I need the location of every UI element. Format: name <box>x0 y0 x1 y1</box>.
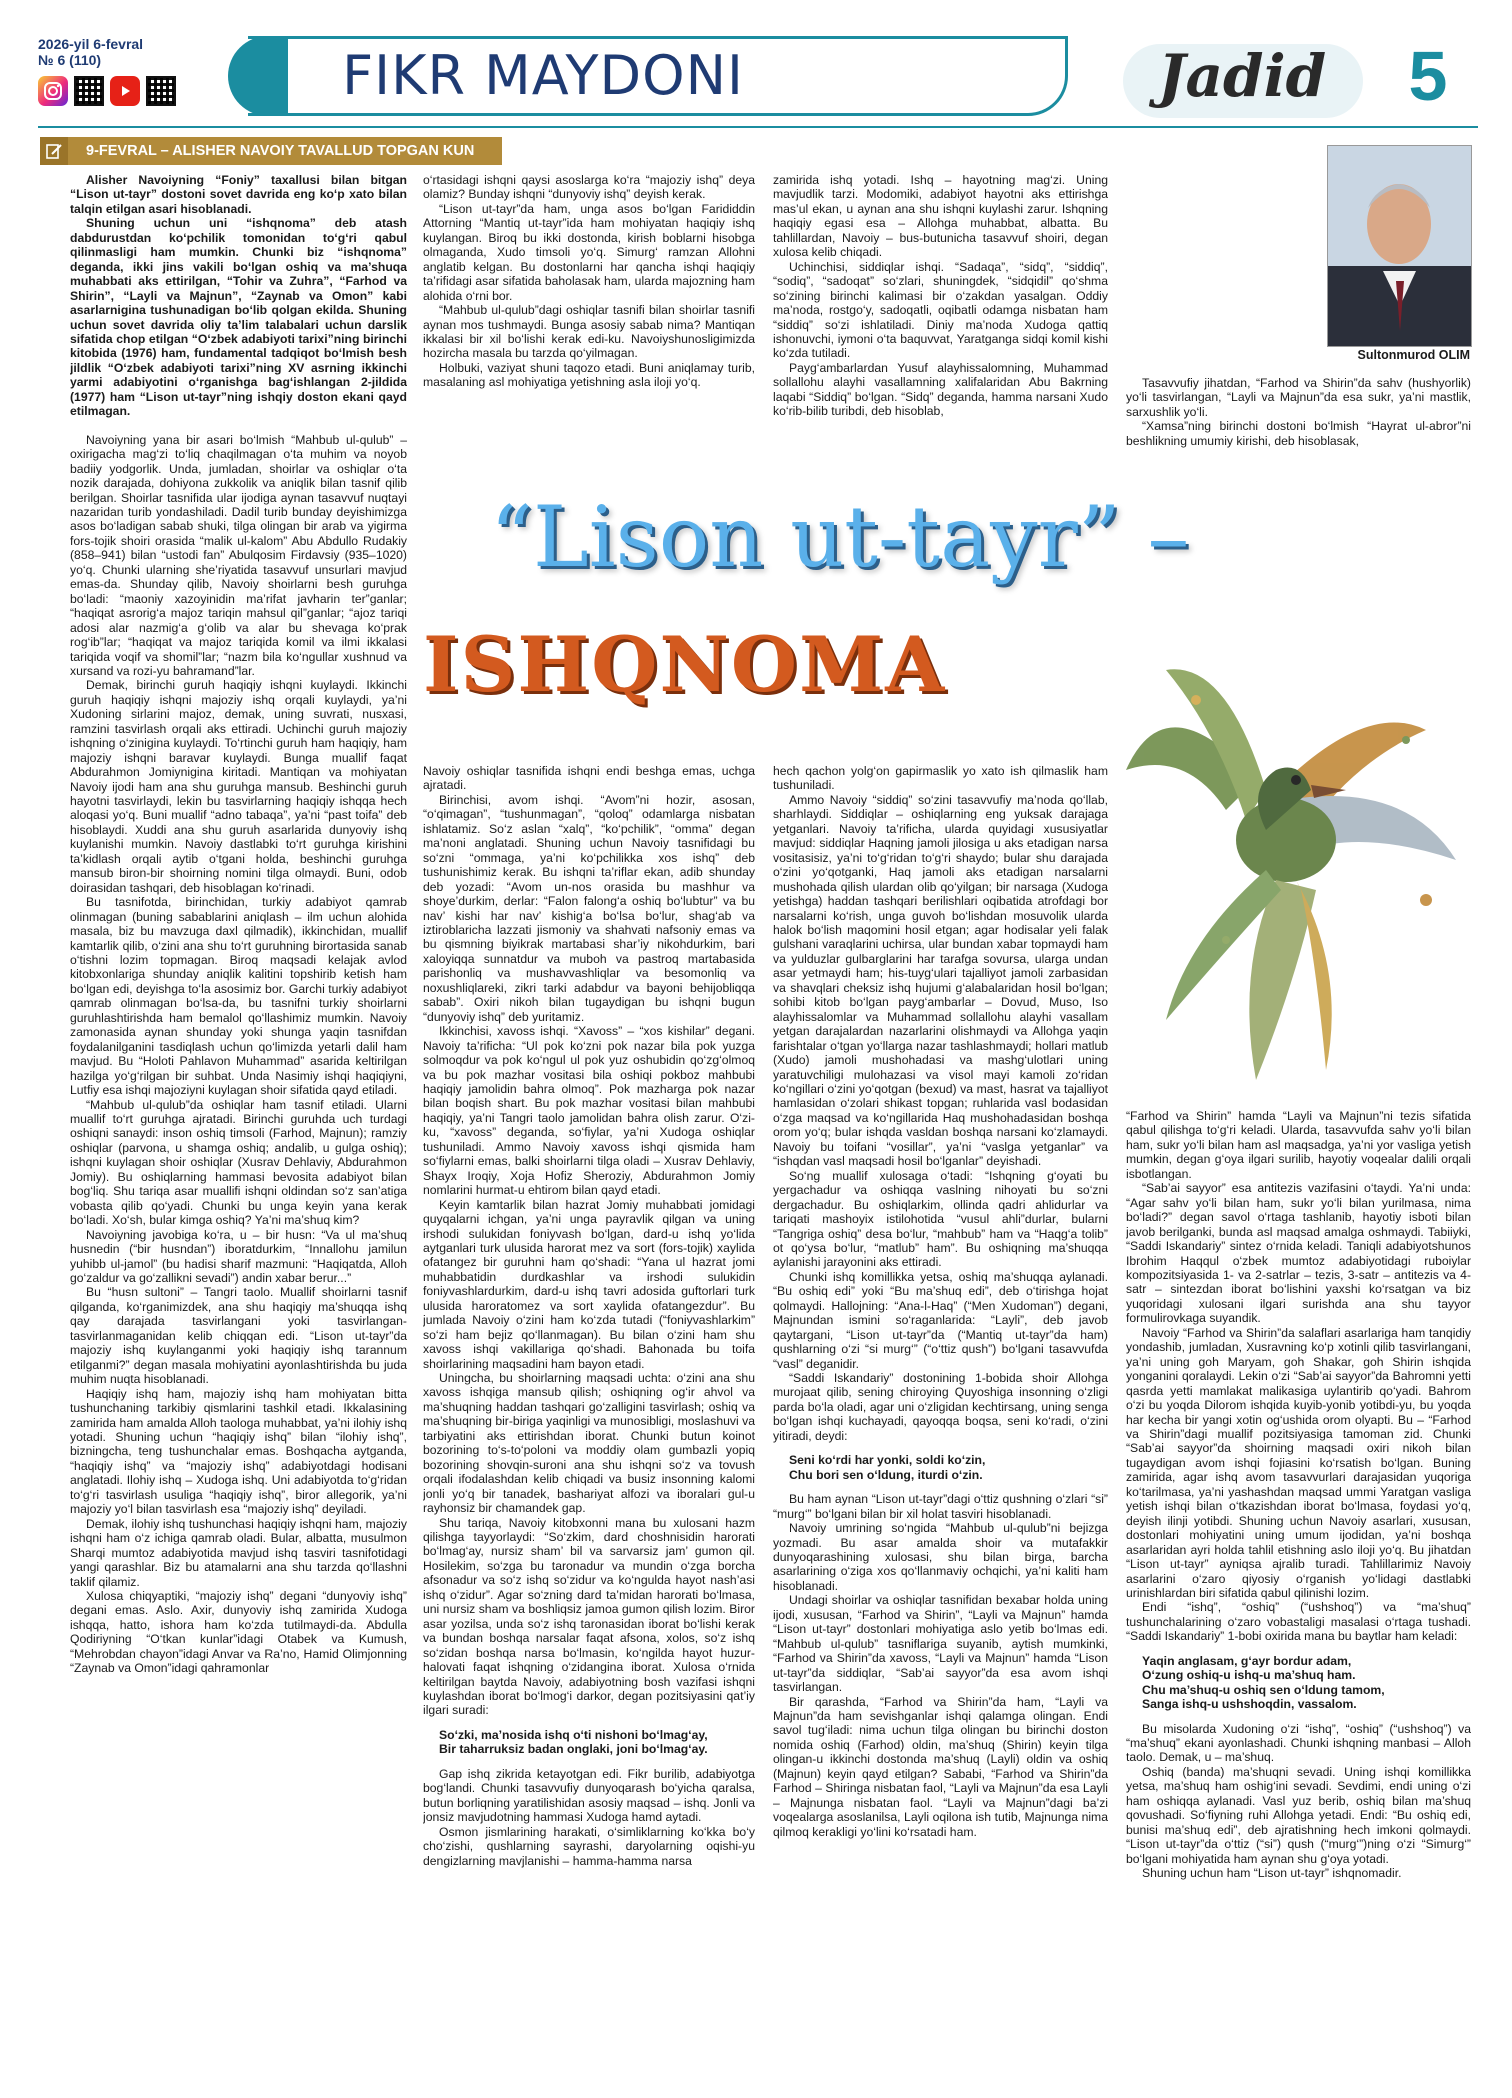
paragraph: Navoiy umrining so‘ngida “Mahbub ul-qulub”ni bejizga yozmadi. Bu asar amalda shoir va mutafakkir dunyoqarashining xulosasi, shu bilan birga, barcha asarlarining o‘ziga xos qo‘llanmaviy ochqichi, ya’ni kaliti ham hisoblanadi. <box>773 1521 1108 1593</box>
poem-stanza <box>1126 1654 1471 1712</box>
rubric-text: 9-FEVRAL – ALISHER NAVOIY TAVALLUD TOPGAN KUN <box>86 143 475 159</box>
section-title: FIKR MAYDONI <box>342 44 744 107</box>
youtube-icon[interactable] <box>110 76 140 106</box>
instagram-icon[interactable] <box>38 76 68 106</box>
paragraph: Shu tariqa, Navoiy kitobxonni mana bu xulosani hazm qilishga tayyorlaydi: “So‘zkim, dard choshnisidin harorati bo‘lmag‘ay, nursiz sham’ bil va sarvarsiz jam’ gumon qil. Hosilekim, so‘zga bu taronadur va mundin o‘zga borcha afsonadur va so‘z ishq so‘zidur va ko‘ngulda hayot nash’asi ishq o‘zidur”. Agar so‘zning dard ta’midan harorati bo‘lmasa, uni nursiz sham va boshliqsiz jamoa gumon qilish lozim. Biror asar yozilsa, unda so‘z ishq taronasidan iborat bo‘lishi kerak va bundan boshqa narsalar faqat afsona, xolos, so‘z ishq so‘zidan boshqa narsa bo‘lmasin, ko‘ngilda hayot huzur-halovati faqat ishqning o‘zidangina iborat. Xulosa o‘rnida keltirilgan baytda Navoiy, adabiyotning bosh vazifasi ishqni kuylashdan iborat bo‘lmog‘i darkor, degan pozitsiyasini qat’iy ilgari suradi: <box>423 1515 755 1718</box>
paragraph: Demak, ilohiy ishq tushunchasi haqiqiy ishqni ham, majoziy ishqni ham o‘z ichiga qamrab oladi. Bular, albatta, musulmon Sharqi mumtoz adabiyotida mavjud ishq tasviri tasnifotidagi yangi qarashlar. Biz bu atamalarni ana shu tarzda qo‘llashni taklif qilamiz. <box>70 1516 407 1589</box>
paragraph: Payg‘ambarlardan Yusuf alayhissalomning, Muhammad sollallohu alayhi vasallamning xalifalaridan Abu Bakrning laqabi “Siddiq” bo‘lgan. “Sidq” deganda, hamma narsani Xudo ko‘rib-bilib turibdi, deb hisoblab, <box>773 360 1108 419</box>
issue-info <box>38 36 248 68</box>
simurg-illustration <box>1106 640 1480 1090</box>
paragraph: Navoiyning javobiga ko‘ra, u – bir husn: “Va ul ma’shuq husnedin (“bir husndan”) iboratdurkim, “Innallohu jamilun yuhibb ul-jamol” (bu hadisi sharif mazmuni: “Haqiqatda, Alloh go‘zaldur va go‘zallikni sevadi”) andin xabar berur...” <box>70 1227 407 1285</box>
paragraph: Keyin kamtarlik bilan hazrat Jomiy muhabbati jomidagi quyqalarni ichgan, ya’ni unga payravlik qilgan va uning irshodi sulukidan foniyvash bo‘lgan, dard-u ishq yo‘lida aytganlari turk ulusida harorat mez va sort (fors-tojik) xaylida ofatangez bir guruhni ham qo‘shadi: “Yana ul hazrat jomi muhabbatidin durdkashlar va irshodi sulukidin foniyvashlardurkim, dard-u ishq tavri adosida guftorlari turk ulusida haroratomez va sort xaylida ofatangezdur”. Bu jumlada Navoiy o‘zini ham ko‘zda tutadi (“foniyvashlarkim” so‘zi ham bejiz qo‘llanmagan). Bu bilan o‘zini ham shu xavoss ishqi vakillariga qo‘shadi. Bahonada bu toifa shoirlarining maqsadini ham bayon etadi. <box>423 1197 755 1371</box>
social-links <box>38 76 176 106</box>
paragraph: Bu “husn sultoni” – Tangri taolo. Muallif shoirlarni tasnif qilganda, ko‘rganimizdek, ana shu haqiqiy ma’shuqqa ishq qay darajada tasvirlangani yoki tasvirlangan-tasvirlanmaganidan kelib chiqqan edi. “Lison ut-tayr”da majoziy ishq kuylanganmi yoki haqiqiy ishq tarannum etilganmi?” degan masala mohiyatini ayonlashtirishda bu juda muhim nuqta hisoblanadi. <box>70 1285 407 1387</box>
issue-number: № 6 (110) <box>38 52 102 68</box>
paragraph: “Mahbub ul-qulub”da oshiqlar ham tasnif etiladi. Ularni muallif to‘rt guruhga ajratadi. Birinchi guruhda uch turdagi oshiqni sanaydi: inson oshiq timsoli (Farhod, Majnun); ramziy oshiqlar (parvona, u shamga oshiq; andalib, u gulga oshiq); ishqni kuylagan shoir oshiqlar (Xusrav Dehlaviy, Abdurahmon Jomiy). Bu oshiqlarning hammasi bevosita adabiyot bilan bog‘liq. Shu tariqa asar muallifi ishqni oldindan so‘z san’atiga vobasta qilib qo‘yadi. Chunki bu unga keyin yana kerak bo‘ladi. Xo‘sh, bular kimga oshiq? Ya’ni ma’shuq kim? <box>70 1097 407 1228</box>
paragraph: Birinchisi, avom ishqi. “Avom”ni hozir, asosan, “o‘qimagan”, “tushunmagan”, “qoloq” odamlarga nisbatan ishlatamiz. So‘z aslan “xalq”, “ko‘pchilik”, “omma” degan ma’noni anglatadi. Shuning uchun Navoiy tasnifidagi bu so‘zni “ommaga, ya’ni ko‘pchilikka xos ishq” deb tushunishimiz kerak. Bu ishqni ta’riflar ekan, adib shunday deb yozadi: “Avom un-nos orasida bu mashhur va shoye’durkim, derlar: “Falon falong‘a oshiq bo‘lubtur” va bu nav’ kishi har nav’ kishig‘a bo‘lsa bo‘lur, shag‘ab va iztiroblaricha lazzati jismoniy va shahvati nafsoniy emas va bu qismning biyikrak martabasi shar’iy nikohdurkim, bari xaloyiqqa sunnatdur va muboh va pastroq martabasida parishonliq va mushavvashliqlar va besomonliq va noxushliqlarekі, zikri tarki adabdur va bayoni behijobliqqa sabab”. Oxiri nikoh bilan tugaydigan bu ishqni bugun “dunyoviy ishq” deb yuritamiz. <box>423 792 755 1024</box>
paragraph: Bu ham aynan “Lison ut-tayr”dagi o‘ttiz qushning o‘zlari “si” “murg‘” bo‘lgani bilan bir xil holat tasviri hisoblanadi. <box>773 1492 1108 1521</box>
paragraph: Tasavvufiy jihatdan, “Farhod va Shirin”da sahv (hushyorlik) yo‘li tasvirlangan, “Layli va Majnun”da esa sukr, ya’ni mastlik, sarxushlik yo‘li. <box>1126 376 1471 419</box>
paragraph: Bu tasnifotda, birinchidan, turkiy adabiyot qamrab olinmagan (buning sabablarini aniqlash – ilm uchun alohida masala, biz bu mavzuga daxl qilmadik), ikkinchidan, muallif kamtarlik qilib, o‘zini ana shu to‘rt guruhning birortasida sanab o‘tishni lozim topmagan. Biroq maqsadi kelajak avlod kitobxonlariga shunday aniqlik kalitini topshirib ketish ham bo‘lgan edi, deyishga to‘la asosimiz bor. Garchi turkiy adabiyot qamrab olinmagan bo‘lsa-da, bu tasnifni turkiy shoirlarni guruhlashtirishda ham bemalol qo‘llashimiz mumkin. Navoiy zamonasida aynan shunday yoki shunga yaqin tasnifdan foydalanilganini tasdiqlash uchun qo‘limizda yetarli dalil ham mavjud. Bu “Holoti Pahlavon Muhammad” asarida keltirilgan hazilga yo‘g‘rilgan bir suhbat. Unda Nasimiy ishqi haqiqiyni, Lutfiy esa ishqi majoziyni kuylagan shoir sifatida qayd etiladi. <box>70 895 407 1098</box>
article-lead: Alisher Navoiyning “Foniy” taxallusi bilan bitgan “Lison ut-tayr” dostoni sovet davrida eng ko‘p xato bilan talqin etilgan asari hisoblanadi. <box>70 173 407 216</box>
article-column-4-top <box>1126 376 1471 466</box>
paragraph: “Xamsa”ning birinchi dostoni bo‘lmish “Hayrat ul-abror”ni beshlikning umumiy kirishi, deb hisoblasak, <box>1126 419 1471 448</box>
paragraph: Chunki ishq komillikka yetsa, oshiq ma’shuqqa aylanadi. “Bu oshiq edi” yoki “Bu ma’shuq edi”, deb o‘tirishga hojat qolmaydi. Hallojning: “Ana-l-Haq” (“Men Xudoman”) degani, Majnundan ismini so‘raganlarida: “Layli”, deb javob qaytargani, “Lison ut-tayr”da (“Mantiq ut-tayr”da ham) qushlarning o‘zi “si murg‘” (“o‘ttiz qush”) bo‘lgani tasavvufda “vasl” deganidir. <box>773 1269 1108 1371</box>
poem-line: Chu ma’shuq-u oshiq sen o‘ldung tamom, <box>1142 1682 1385 1697</box>
poem-line: So‘zki, ma’nosida ishq o‘ti nishoni bo‘lmag‘ay, <box>439 1727 708 1742</box>
article-lead: Shuning uchun uni “ishqnoma” deb atash dabdurustdan ko‘pchilik tomonidan to‘g‘ri qabul qilinmasligi ham mumkin. Chunki biz “ishqnoma” deganda, ikki jins vakili bo‘lgan oshiq va ma’shuqa muhabbati aks ettirilgan, “Tohir va Zuhra”, “Farhod va Shirin”, “Layli va Majnun”, “Zaynab va Omon” kabi asarlarnigina tushunadigan bo‘lib qolgan ekilda. Shuning uchun sovet davrida oliy ta’lim talabalari uchun darslik sifatida chop etilgan “O‘zbek adabiyoti tarixi”ning birinchi kitobida (1976) ham, fundamental tadqiqot bo‘lmish besh jildlik “O‘zbek adabiyoti tarixi”ning XV asrning ikkinchi yarmi adabiyotini o‘rganishga bag‘ishlangan 2-jildida (1977) ham “Lison ut-tayr”ning ishqiy doston ekani qayd etilmagan. <box>70 216 407 419</box>
paragraph: “Saddi Iskandariy” dostonining 1-bobida shoir Allohga murojaat qilib, sening chiroying Quyoshiga insonning o‘zligi parda bo‘la oladi, agar uni o‘zligidan kechtirsang, uning senga bo‘lgan ishqi kuchayadi, qayoqqa boqsa, seni ko‘radi, o‘zini yitiradi, deydi: <box>773 1371 1108 1443</box>
article-column-3-top <box>773 173 1108 471</box>
paragraph: Undagi shoirlar va oshiqlar tasnifidan bexabar holda uning ijodi, xususan, “Farhod va Shirin”, “Layli va Majnun” hamda “Lison ut-tayr” dostonlari mohiyatiga aslo yetib bo‘lmas edi. “Mahbub ul-qulub” tasniflariga suyanib, aytish mumkinki, “Farhod va Shirin”da xavoss, “Layli va Majnun” hamda “Lison ut-tayr”da siddiqlar, “Sab’ai sayyor”da esa avom ishqi tasvirlangan. <box>773 1593 1108 1695</box>
author-name: Sultonmurod OLIM <box>1357 348 1470 362</box>
paragraph: Haqiqiy ishq ham, majoziy ishq ham mohiyatan bitta tushunchaning tarkibiy qismlarini tashkil etadi. Ikkalasining zamirida ham amalda Alloh taologa muhabbat, ya’ni ilohiy ishq yotadi. Shuning uchun “haqiqiy ishq” bilan “ilohiy ishq”, bizningcha, teng tushunchalar emas. Boshqacha aytganda, “haqiqiy ishq” va “majoziy ishq” adabiyotdagi hodisani anglatadi. Ilohiy ishq – Xudoga ishq. Uni adabiyotda to‘g‘ridan to‘g‘ri tasvirlash usuliga “haqiqiy ishq”, biror allegorik, ya’ni majoziy yo‘l bilan tasvirlash esa “majoziy ishq” deyiladi. <box>70 1386 407 1517</box>
paragraph: “Farhod va Shirin” hamda “Layli va Majnun”ni tezis sifatida qabul qilishga to‘g‘ri keladi. Ularda, tasavvufda sahv yo‘li bilan ham, sukr yo‘li bilan ham asl maqsadga, ya’ni yor vasliga yetish mumkin, degan g‘oya ilgari surilib, hayotiy voqealar dalili orqali isbotlangan. <box>1126 1109 1471 1181</box>
paragraph: Bu misolarda Xudoning o‘zi “ishq”, “oshiq” (“ushshoq”) va “ma’shuq” ekani ayonlashadi. Chunki ishqning manbasi – Alloh taolo. Demak, u – ma’shuq. <box>1126 1721 1471 1765</box>
article-column-4 <box>1126 1109 1471 2074</box>
paragraph: Holbuki, vaziyat shuni taqozo etadi. Buni aniqlamay turib, masalaning asl mohiyatiga yetishning asla iloji yo‘q. <box>423 360 755 390</box>
article-column-3 <box>773 764 1108 2074</box>
paragraph: “Lison ut-tayr”da ham, unga asos bo‘lgan Farididdin Attorning “Mantiq ut-tayr”ida ham mohiyatan haqiqiy ishq kuylangan. Biroq bu ikki dostonda, kirish boblarni hisobga olmaganda, Xudo timsoli yo‘q. Simurg‘ ramzan Allohni anglatib kelgan. Bu dostonlarni har qancha ishqi haqiqiy ta’rifidagi asar sifatida baholasak ham, ularda majozning ham alohida o‘rni bor. <box>423 201 755 303</box>
issue-date: 2026-yil 6-fevral <box>38 36 144 52</box>
paragraph: Uchinchisi, siddiqlar ishqi. “Sadaqa”, “sidq”, “siddiq”, “sodiq”, “sadoqat” so‘zlari, shuningdek, “sidqidil” qo‘shma so‘zining birinchi kalimasi bir o‘zakdan yasalgan. Oddiy ma’noda, rostgo‘y, sadoqatli, oqibatli odamga nisbatan ham “siddiq” so‘zi ishlatiladi. Diniy ma’noda Xudoga qattiq ishonuvchi, iymoni o‘ta baquvvat, Yaratganga sidqi komil kishi ko‘zda tutiladi. <box>773 259 1108 361</box>
article-column-1 <box>70 173 407 2075</box>
paragraph: Shuning uchun ham “Lison ut-tayr” ishqnomadir. <box>1142 1866 1402 1881</box>
poem-line: O‘zung oshiq-u ishq-u ma’shuq ham. <box>1142 1668 1356 1683</box>
poem-line: Chu bori sen o‘ldung, iturdi o‘zin. <box>789 1467 983 1482</box>
brand-logo: Jadid <box>1158 42 1327 110</box>
paragraph: Gap ishq zikrida ketayotgan edi. Fikr burilib, adabiyotga bog‘landi. Chunki tasavvufiy dunyoqarash bo‘yicha qaralsa, butun borliqning yaratilishidan asosiy maqsad – ishq. Jonli va jonsiz mavjudotning hammasi Xudoga hamd aytadi. <box>423 1766 755 1825</box>
paragraph: Xulosa chiqyaptiki, “majoziy ishq” degani “dunyoviy ishq” degani emas. Aslo. Axir, dunyoviy ishq zamirida Xudoga ishqqa, hatto, ishora ham ko‘zda tutilmaydi-da. Abdulla Qodiriyning “O‘tkan kunlar”idagi Otabek va Kumush, “Mehrobdan chayon”idagi Anvar va Ra’no, Hamid Olimjonning “Zaynab va Omon”idagi qahramonlar <box>70 1588 407 1676</box>
paragraph: Navoiy “Farhod va Shirin”da salaflari asarlariga ham tanqidiy yondashib, jumladan, Xusravning ko‘p xotinli qilib tasvirlangani, ya’ni uning goh Maryam, goh Shakar, goh Shirin ishqida yonganini qoralaydi. Lekin o‘zi “Sab’ai sayyor”da Bahromni yetti qasrda yetti mamlakat malikasiga uylantirib qo‘yadi. Bahrom o‘zi bu yoqda Dilorom ishqida kuyib-yonib yotibdi-yu, bu yoqda har kecha bir yangi xotin og‘ushida orom olyapti. Bu – “Farhod va Shirin”dagi muallif pozitsiyasiga tamoman zid. Chunki “Sab’ai sayyor”da shoirning maqsadi oxiri nikoh bilan tugaydigan avom ishqi fojiasini ko‘rsatish bo‘lgan. Buning zamirida, agar ishq avom tasavvurlari darajasidan yuqoriga ko‘tarilmasa, ya’ni yashashdan maqsad ummi Yaratgan vasliga yetish ishqi bilan o‘tkazishdan iborat bo‘lmasa, foydasi yo‘q, deyish ilinji yotibdi. Shuning uchun Navoiy asarlari, xususan, dostonlari mohiyatini uning umum ijodidan, ya’ni boshqa asarlaridan ayri holda tahlil etishning aslo iloji yo‘q. Bu jihatdan “Lison ut-tayr” ayniqsa ajralib turadi. Tahlillarimiz Navoiy asarlarini o‘zaro qiyosiy o‘rganish yo‘lidagi dastlabki urinishlardan biri sifatida qabul qilinishi lozim. <box>1126 1325 1471 1600</box>
article-column-2-top <box>423 173 755 471</box>
paragraph: “Sab’ai sayyor” esa antitezis vazifasini o‘taydi. Ya’ni unda: “Agar sahv yo‘li bilan ham, sukr yo‘li bilan yurilmasa, nima bo‘ladi?” degan savol o‘rtaga tashlanib, hayotiy isboti bilan javob berilganki, bunda asl maqsad amalga oshmaydi. Tabiiyki, “Saddi Iskandariy” sintez o‘rnida keladi. Taniqli adabiyotshunos Ibrohim Haqqul o‘zbek mumtoz adabiyotidagi ruboiylar kompozitsiyasida 1- va 2-satrlar – tezis, 3-satr – antitezis va 4-satr – sintezdan iborat bo‘lishini yaxshi ko‘rsatgan va biz yuqoridagi xulosani ilgari surishda ana shu tayyor formulirovkaga suyandik. <box>1126 1181 1471 1326</box>
paragraph: Bir qarashda, “Farhod va Shirin”da ham, “Layli va Majnun”da ham sevishganlar ishqi qalamga olingan. Endi savol tug‘iladi: nima uchun tilga olingan bu birinchi doston nomida oshiq (Farhod) oldin, ma’shuq (Shirin) keyin tilga olingan-u ikkinchi dostonda ma’shuq (Layli) oldin va oshiq (Majnun) keyin qayd etilgan? Sababi, “Farhod va Shirin”da Farhod – Shiringa nisbatan faol, “Layli va Majnun”da esa Layli – Majnunga nisbatan faol. “Layli va Majnun”dagi ba’zi voqealarga asoslanilsa, Layli oqilona ish tutib, Majnunga nima qilmoq kerakligi yo‘lini ko‘rsatadi ham. <box>773 1694 1108 1839</box>
paragraph: Navoiy oshiqlar tasnifida ishqni endi beshga emas, uchga ajratadi. <box>423 764 755 793</box>
paragraph: So‘ng muallif xulosaga o‘tadi: “Ishqning g‘oyati bu yergachadur va oshiqqa vaslning nihoyati bu so‘zni dergachadur. Bu oshiqlarkim, ollinda qadri ahlidurlar va tariqati mashoyix istilohotida “vusul ahli”durlar, bularni “Tangriga oshiq” desa bo‘lur, “mahbub” ham va “Haqg‘a tolib” ot qo‘ysa bo‘lur, “matlub” ham”. Bu oshiqning ma’shuqqa aylanishi jarayonini aks ettiradi. <box>773 1168 1108 1270</box>
paragraph: hech qachon yolg‘on gapirmaslik yo xato ish qilmaslik ham tushuniladi. <box>773 764 1108 793</box>
poem-line: Yaqin anglasam, g‘ayr bordur adam, <box>1142 1653 1352 1668</box>
paragraph: Uningcha, bu shoirlarning maqsadi uchta: o‘zini ana shu xavoss ishqiga mansub qilish; oshiqning og‘ir ahvol va ma’shuqning haddan tashqari go‘zalligini tasvirlash; oshiq va ma’shuqning bir-biriga yaqinligi va munosibligi, moslashuvi va tarbiyatini aks ettirishdan iborat. Chunki butun koinot bozorining to‘s-to‘poloni va moddiy olam gumbazli yopiq bozorining shovqin-suroni ana shu ishqni so‘z va tovush orqali ifodalashdan kelib chiqadi va busiz insonning kalomi jonli yo‘q bir tanadek, bashariyat alfozi va iboralari gul-u rayhonsiz bir chamandek gap. <box>423 1371 755 1516</box>
paragraph: “Mahbub ul-qulub”dagi oshiqlar tasnifi bilan shoirlar tasnifi aynan mos tushmaydi. Bunga asosiy sabab nima? Mantiqan ikkalasi bir xil bo‘lishi kerak edi-ku. Navoiyshunosligimizda hozircha masala bu tarzda qo‘yilmagan. <box>423 303 755 361</box>
poem-line: Sanga ishq-u ushshoqdin, vassalom. <box>1142 1697 1357 1712</box>
page-number: 5 <box>1408 37 1448 115</box>
masthead <box>38 36 1478 122</box>
paragraph: zamirida ishq yotadi. Ishq – hayotning mag‘zi. Uning mavjudlik tarzi. Modomiki, adabiyot hayotni aks ettirishga mas’ul ekan, u aynan ana shu ishqni kuylashi zarur. Ishqning haqiqiy egasi esa – Allohga muhabbat, albatta. Bu tahlillardan, Navoiy – bus-butunicha tasavvuf shoiri, degan xulosa kelib chiqadi. <box>773 173 1108 260</box>
author-photo <box>1327 145 1472 347</box>
poem-line: Seni ko‘rdi har yonki, soldi ko‘zin, <box>789 1453 986 1468</box>
qr-code-icon[interactable] <box>74 76 104 106</box>
paragraph: o‘rtasidagi ishqni qaysi asoslarga ko‘ra “majoziy ishq” deya olamiz? Bunday ishqni “dunyoviy ishq” deyish kerak. <box>423 173 755 202</box>
headline-subtitle: ISHQNOMA <box>423 620 947 709</box>
paragraph: Osmon jismlarining harakati, o‘simliklarning ko‘kka bo‘y cho‘zishi, qushlarning sayrashi, daryolarning oqishi-yu dengizlarning mavjlanishi – hamma-hamma narsa <box>423 1824 755 1868</box>
paragraph: Ammo Navoiy “siddiq” so‘zini tasavvufiy ma’noda qo‘llab, sharhlaydi. Siddiqlar – oshiqlarning eng yuksak darajaga yetganlari. Navoiy ta’rificha, ularda quyidagi xususiyatlar mavjud: siddiqlar Haqning jamoli jilosiga u aks etadigan narsa vositasisiz, ya’ni to‘g‘ridan to‘g‘ri shaydo; bular shu darajada o‘zini yo‘qotganki, Haq jamoli aks etadigan narsalarni mushohada qilish ulardan olib qo‘yilgan; bir narsaga (Xudoga yetishga) haddan tashqari berilishlari oqibatida atrofdagi bor narsalarni ko‘rish, unga guvoh bo‘lishdan mosuvolik ularda halok bo‘lish maqomini hosil etgan; agar hodisalar yeli falak gulshani varaqlarini uchirsa, ular bundan xabar topmaydi ham va yulduzlar gulbarglarini har tarafga sovursa, ularga undan asar yetmaydi ham; his-tuyg‘ulari tajalliyot jamoli zarbasidan va shavqlari cheksiz ishq hujumi g‘alabalaridan hosil bo‘lgan; sohibi kitob bo‘lgan payg‘ambarlar – Dovud, Muso, Iso alayhissalomlar va Muhammad sollallohu alayhi vasallam yetgan darajalardan nazarlarini olishmaydi va Allohga yaqin farishtalar o‘tgan yo‘llarga nazar tashlashmaydi; hollari matlub (Xudo) jamoli mushohadasi va mashg‘ulotlari uning yaratuvchiligi mulohazasi va visol mayi kamoli zo‘ridan ko‘ngillari o‘zini yo‘qotgan (bexud) va mast, hasrat va tajalliyot hamlasidan o‘zolari shikast topgan; ruhlarida vasl bodasidan o‘zga maqsad va ko‘ngillarida Haq mushohadasidan boshqa orom yo‘q; bular ishqda vasldan boshqa narsani ko‘zlamaydi. Navoiy bu toifani “vosillar”, ya’ni “vaslga yetganlar” va “ishqdan vasl maqsadi hosil bo‘lganlar” deyishadi. <box>773 792 1108 1169</box>
pen-icon <box>40 137 68 165</box>
poem-line: Bir taharruksiz badan onglaki, joni bo‘lmag‘ay. <box>439 1742 708 1757</box>
poem-couplet <box>423 1728 755 1757</box>
qr-code-icon[interactable] <box>146 76 176 106</box>
rubric-bar <box>40 137 502 165</box>
headline-title: “Lison ut-tayr” – <box>490 488 1190 586</box>
paragraph: Endi “ishq”, “oshiq” (“ushshoq”) va “ma’shuq” tushunchalarining o‘zaro vobastaligi masalasi o‘rtaga tushadi. “Saddi Iskandariy” 1-bobi oxirida mana bu baytlar ham keladi: <box>1126 1600 1471 1644</box>
paragraph: Ikkinchisi, xavoss ishqi. “Xavoss” – “xos kishilar” degani. Navoiy ta’rificha: “Ul pok ko‘zni pok nazar bila pok yuzga solmoqdur va pok ko‘ngul ul pok yuz oshubidin qo‘zg‘olmoq va bu pok mazhar vositasi bila oshiqi pokboz mahbubi haqiqiy jamolidin bahra olmoq”. Pok mazharga pok nazar bilan boqish shart. Bu pok mazhar vositasi bilan mahbubi haqiqiy, ya’ni Tangri taolo jamolidan bahra olish zarur. O‘zi-ku, “xavoss” deganda, so‘fiylar, ya’ni Xudoga oshiqlar tushuniladi. Ammo Navoiy xavoss ishqi qismida ham so‘fiylarni emas, balki shoirlarni tilga oladi – Xusrav Dehlaviy, Shayx Iroqiy, Xoja Hofiz Sheroziy, Abdurahmon Jomiy nomlarini hurmat-u ehtirom bilan qayd etadi. <box>423 1024 755 1198</box>
header-divider <box>38 126 1478 128</box>
paragraph: Oshiq (banda) ma’shuqni sevadi. Uning ishqi komillikka yetsa, ma’shuq ham oshig‘ini sevadi. Sevdimi, endi uning o‘zi ham oshiqqa aylanadi. Vasl yuz berib, oshiq bilan ma’shuq qovushadi. So‘fiyning ruhi Allohga yetadi. Endi: “Bu oshiq edi, bunisi ma’shuq edi”, deb ajratishning hech imkoni qolmaydi. “Lison ut-tayr”da o‘ttiz (“si”) qush (“murg‘”)ning o‘zi “Simurg‘” bo‘lgani mohiyatida ham aynan shu g‘oya yotadi. <box>1126 1764 1471 1866</box>
paragraph: Demak, birinchi guruh haqiqiy ishqni kuylaydi. Ikkinchi guruh haqiqiy ishqni majoziy ishq orqali kuylaydi, ya’ni Xudoning sirlarini majoz, demak, uning suvrati, nusxasi, ramzini tasvirlash orqali aks ettiradi. Uchinchi guruh majoziy ishqning o‘zinigina kuylaydi. To‘rtinchi guruh ham haqiqiy, ham majoziy ishqni baravar kuylaydi. Bunga muallif faqat Abdurahmon Jomiyniginа kiritadi. Mantiqan va mohiyatan Navoiy ijodi ham ana shu guruhga mansub. Beshinchi guruh hayotni tasvirlaydi, lekin bu tasvirlarning haqiqiy ishqqa hech aloqasi yo‘q. Buni muallif “adno tabaqa”, ya’ni “past toifa” deb hisoblaydi. Xuddi ana shu guruh asarlarida dunyoviy ishq kuylanishi mumkin. Navoiy dastlabki to‘rt guruhga kirishini ta’kidlash orqali aytib o‘tgani holda, beshinchi guruhga mansub biron-bir shoirning nomini tilga olmaydi. Buni, odob doirasidan tashqari, deb hisoblagan ko‘rinadi. <box>70 678 407 895</box>
article-column-2 <box>423 764 755 2074</box>
poem-couplet <box>773 1453 1108 1482</box>
paragraph: Navoiyning yana bir asari bo‘lmish “Mahbub ul-qulub” – oxirigacha mag‘zi to‘liq chaqilmagan o‘ta muhim va noyob badiiy yodgorlik. Unda, jumladan, shoirlar va oshiqlar o‘ta nozik darajada, dohiyona zukkolik va aniqlik bilan tasnif qilib berilgan. Shoirlar tasnifida ular ijodiga aynan tasavvuf nuqtayi nazaridan turib yondashiladi. Dadil turib bunday deyishimizga asos bo‘ladigan sabab shuki, tilga olingan bir arab va yigirma fors-tojik shoiri orasida “malik ul-kalom” Abu Abdullo Rudakiy (858–941) bilan “ustodi fan” Abulqosim Firdavsiy (935–1020) yo‘q. Chunki ularning she’riyatida tasavvuf unsurlari mavjud emas-da. Shunday qilib, Navoiy shoirlarni besh guruhga bo‘ladi: “maoniy xazoyinidin ma’rifat javharin ter”ganlar; “haqiqat asrorig‘a majoz tariqin mahsul qil”ganlar; “ajoz tariqi adosi alar nazmig‘a g‘olib va alar bu shevaga ko‘prak rog‘ib”lar; “haqiqat va majoz tariqida komil va ilmi ikkalasi tariqida voqif va shomil”lar; “nazm bila ko‘ngullar xushnud va xursand va rozi-yu bahramand”lar. <box>70 432 407 678</box>
